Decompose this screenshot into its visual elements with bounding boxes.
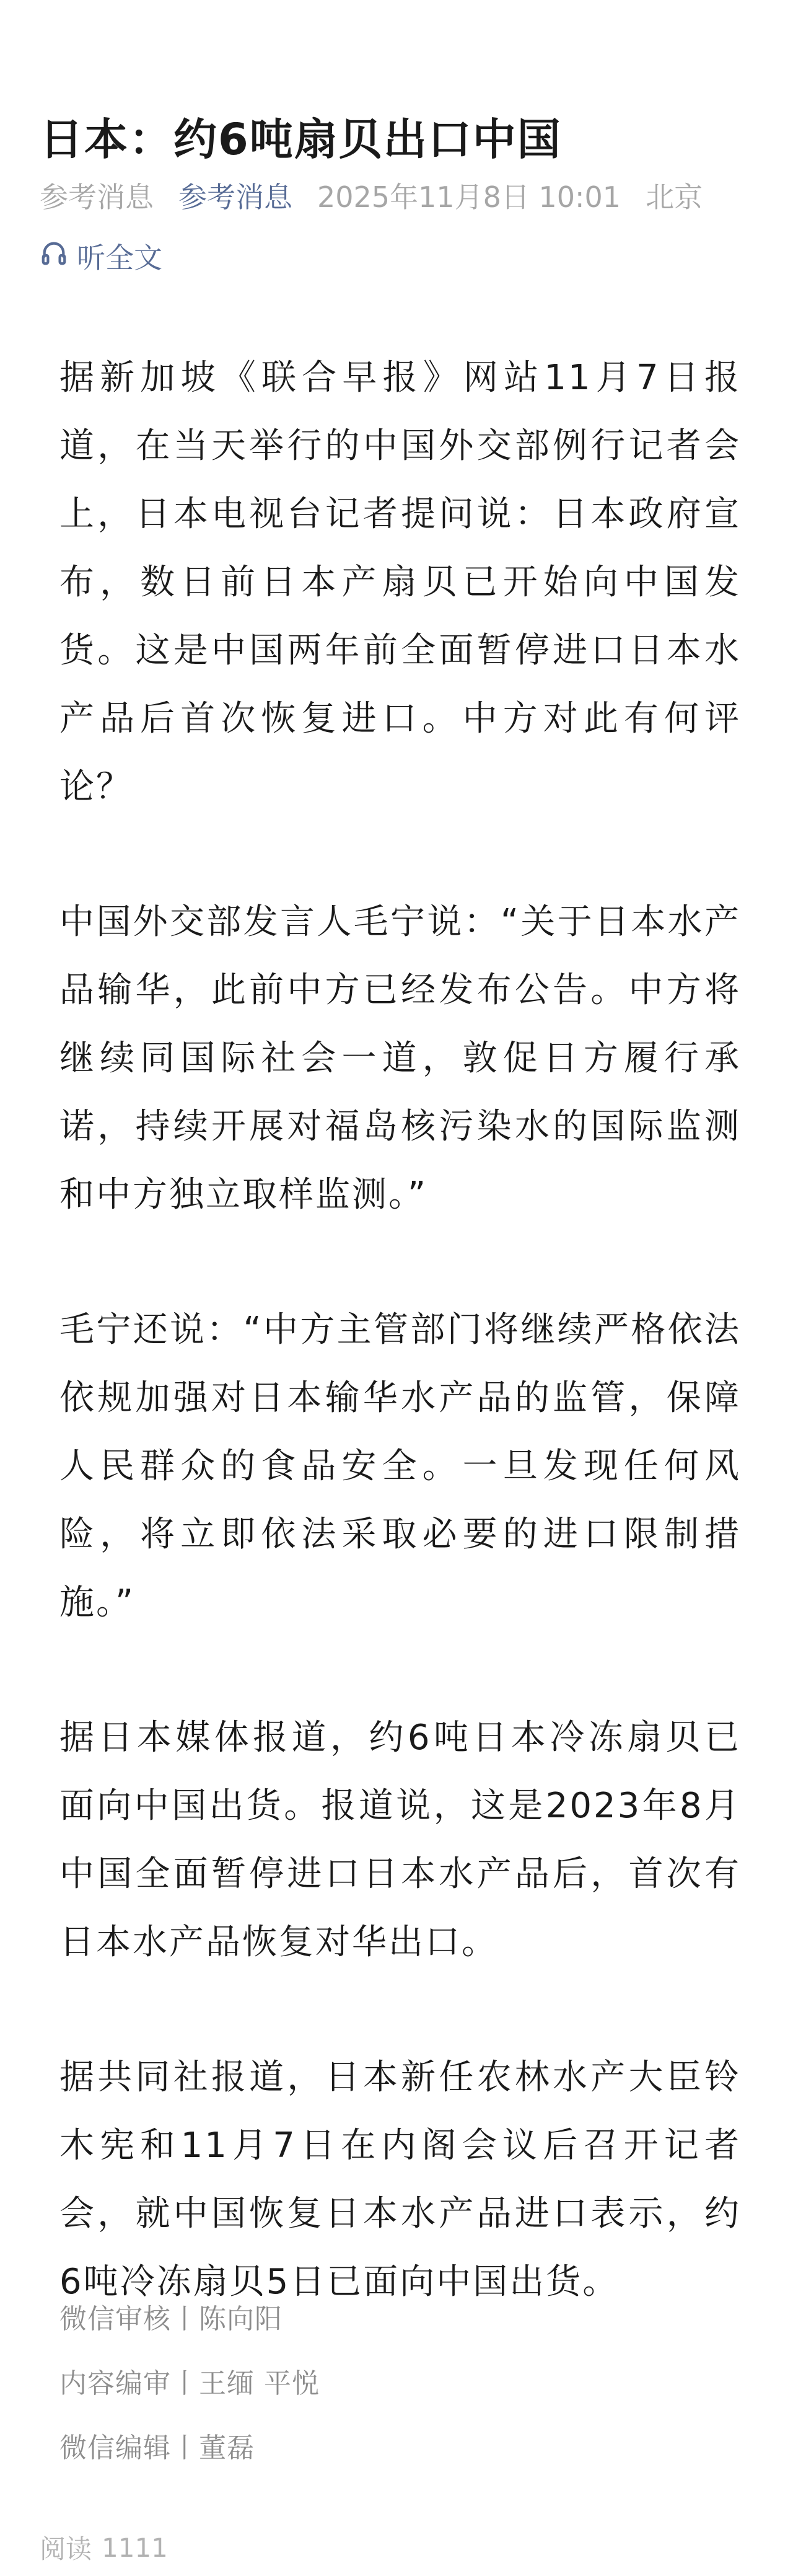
- body-paragraph: 据新加坡《联合早报》网站11月7日报道，在当天举行的中国外交部例行记者会上，日本电视台记者提问说：日本政府宣布，数日前日本产扇贝已开始向中国发货。这是中国两年前全面暂停进口日本水产品后首次恢复进口。中方对此有何评论？: [59, 358, 741, 807]
- read-label: 阅读: [40, 2534, 92, 2564]
- headphones-icon: [40, 239, 77, 274]
- account-name-link[interactable]: 参考消息: [178, 180, 292, 214]
- listen-label: 听全文: [77, 241, 162, 275]
- read-count-value: 1111: [102, 2532, 168, 2563]
- body-paragraph: 据日本媒体报道，约6吨日本冷冻扇贝已面向中国出货。报道说，这是2023年8月中国全面暂停进口日本水产品后，首次有日本水产品恢复对华出口。: [59, 1718, 741, 1962]
- article-source: 参考消息: [40, 180, 154, 214]
- read-count: [40, 2526, 168, 2569]
- publish-datetime: 2025年11月8日 10:01: [317, 180, 621, 214]
- body-paragraph: 中国外交部发言人毛宁说：“关于日本水产品输华，此前中方已经发布公告。中方将继续同国际社会一道，敦促日方履行承诺，持续开展对福岛核污染水的国际监测和中方独立取样监测。”: [59, 902, 741, 1215]
- publish-location: 北京: [646, 180, 703, 214]
- article-meta: [40, 174, 703, 217]
- credit-content-editor: 内容编审丨王缅 平悦: [59, 2368, 320, 2399]
- body-paragraph: 据共同社报道，日本新任农林水产大臣铃木宪和11月7日在内阁会议后召开记者会，就中国恢复日本水产品进口表示，约6吨冷冻扇贝5日已面向中国出货。: [59, 2057, 741, 2302]
- listen-full-text-button[interactable]: [40, 234, 162, 278]
- body-paragraph: 毛宁还说：“中方主管部门将继续严格依法依规加强对日本输华水产品的监管，保障人民群众的食品安全。一旦发现任何风险，将立即依法采取必要的进口限制措施。”: [59, 1310, 741, 1623]
- credit-wechat-editor: 微信编辑丨董磊: [59, 2432, 255, 2464]
- article-body: [59, 344, 741, 2383]
- editor-credits: [59, 2287, 741, 2481]
- article-title: 日本：约6吨扇贝出口中国: [40, 113, 562, 165]
- credit-review: 微信审核丨陈向阳: [59, 2303, 283, 2335]
